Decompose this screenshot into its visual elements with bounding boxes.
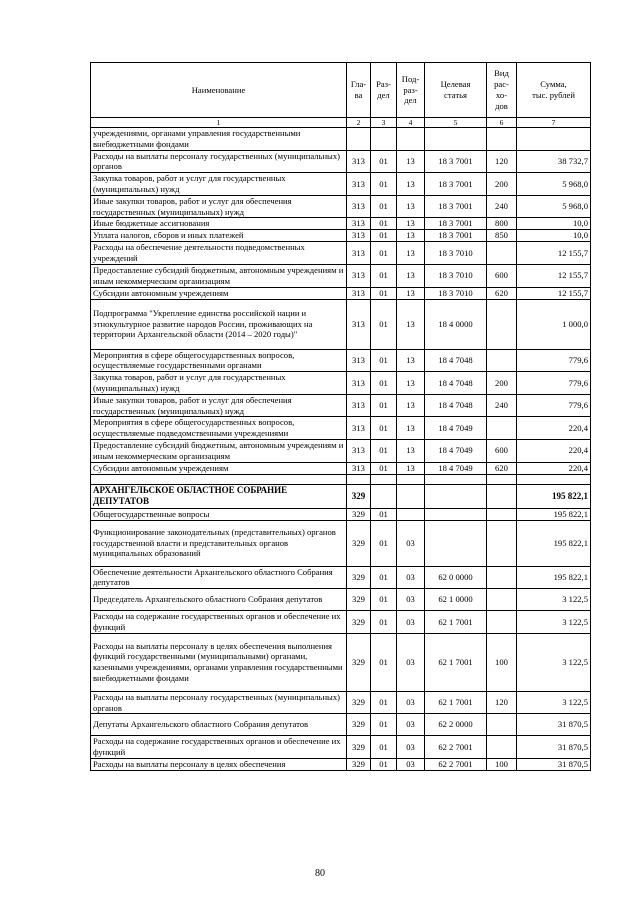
- row-subsection-cell: [397, 474, 425, 484]
- row-expense-type-cell: 100: [487, 633, 517, 691]
- row-target-cell: 18 4 7049: [425, 417, 487, 440]
- table-row: [91, 264, 591, 287]
- table-row: [91, 484, 591, 508]
- row-name-cell: Субсидии автономным учреждениям: [91, 462, 347, 474]
- row-name-cell: Расходы на выплаты персоналу государственных (муниципальных) органов: [91, 691, 347, 714]
- table-row: [91, 736, 591, 759]
- row-subsection-cell: 03: [397, 714, 425, 736]
- row-sum-cell: 3 122,5: [517, 589, 591, 611]
- row-subsection-cell: 13: [397, 287, 425, 299]
- row-target-cell: 62 1 7001: [425, 633, 487, 691]
- row-chapter-cell: 329: [347, 611, 371, 634]
- column-number-row: [91, 118, 591, 128]
- row-sum-cell: 3 122,5: [517, 633, 591, 691]
- row-expense-type-cell: [487, 128, 517, 151]
- row-sum-cell: 12 155,7: [517, 242, 591, 265]
- row-sum-cell: 5 968,0: [517, 195, 591, 218]
- row-section-cell: 01: [371, 394, 397, 417]
- row-subsection-cell: [397, 484, 425, 508]
- row-name-cell: Расходы на выплаты персоналу государственных (муниципальных) органов: [91, 150, 347, 173]
- row-expense-type-cell: 600: [487, 264, 517, 287]
- row-expense-type-cell: 800: [487, 218, 517, 230]
- row-sum-cell: 779,6: [517, 349, 591, 372]
- column-number: 6: [487, 118, 517, 128]
- row-target-cell: 18 3 7001: [425, 173, 487, 196]
- row-subsection-cell: 13: [397, 264, 425, 287]
- row-name-cell: Председатель Архангельского областного Собрания депутатов: [91, 589, 347, 611]
- row-name-cell: Предоставление субсидий бюджетным, автономным учреждениям и иным некоммерческим организациям: [91, 439, 347, 462]
- row-expense-type-cell: [487, 736, 517, 759]
- table-row: [91, 287, 591, 299]
- row-chapter-cell: 313: [347, 195, 371, 218]
- row-subsection-cell: 03: [397, 611, 425, 634]
- row-sum-cell: 779,6: [517, 372, 591, 395]
- row-name-cell: Расходы на обеспечение деятельности подведомственных учреждений: [91, 242, 347, 265]
- row-subsection-cell: 03: [397, 589, 425, 611]
- row-section-cell: 01: [371, 758, 397, 770]
- row-name-cell: Обеспечение деятельности Архангельского областного Собрания депутатов: [91, 566, 347, 589]
- table-row: [91, 714, 591, 736]
- table-row: [91, 566, 591, 589]
- row-subsection-cell: 03: [397, 566, 425, 589]
- row-section-cell: 01: [371, 230, 397, 242]
- row-target-cell: 62 0 0000: [425, 566, 487, 589]
- row-name-cell: Подпрограмма "Укрепление единства российской нации и этнокультурное развитие народов России, проживающих на территории Архангельской области (2014 – 2020 годы)": [91, 299, 347, 349]
- row-section-cell: 01: [371, 589, 397, 611]
- row-chapter-cell: 329: [347, 691, 371, 714]
- column-number: 5: [425, 118, 487, 128]
- row-subsection-cell: 13: [397, 195, 425, 218]
- row-subsection-cell: 13: [397, 173, 425, 196]
- row-section-cell: 01: [371, 372, 397, 395]
- row-expense-type-cell: 600: [487, 439, 517, 462]
- page-number: 80: [315, 868, 325, 879]
- row-chapter-cell: 329: [347, 633, 371, 691]
- table-row: [91, 230, 591, 242]
- row-expense-type-cell: 120: [487, 150, 517, 173]
- row-section-cell: 01: [371, 173, 397, 196]
- row-expense-type-cell: 240: [487, 394, 517, 417]
- row-chapter-cell: 329: [347, 589, 371, 611]
- row-sum-cell: 10,0: [517, 230, 591, 242]
- table-row: [91, 462, 591, 474]
- row-name-cell: учреждениями, органами управления государственными внебюджетными фондами: [91, 128, 347, 151]
- row-subsection-cell: 13: [397, 150, 425, 173]
- table-row: [91, 349, 591, 372]
- row-target-cell: 18 3 7001: [425, 230, 487, 242]
- row-sum-cell: 12 155,7: [517, 264, 591, 287]
- row-sum-cell: 195 822,1: [517, 566, 591, 589]
- row-name-cell: Мероприятия в сфере общегосударственных вопросов, осуществляемые подведомственными учреждениями: [91, 417, 347, 440]
- table-body: [91, 128, 591, 771]
- row-sum-cell: 5 968,0: [517, 173, 591, 196]
- table-row: [91, 474, 591, 484]
- row-subsection-cell: 13: [397, 242, 425, 265]
- row-target-cell: 62 2 7001: [425, 736, 487, 759]
- row-target-cell: [425, 520, 487, 566]
- table-row: [91, 150, 591, 173]
- column-number: 7: [517, 118, 591, 128]
- row-expense-type-cell: [487, 566, 517, 589]
- table-row: [91, 394, 591, 417]
- row-target-cell: [425, 484, 487, 508]
- row-target-cell: 18 3 7010: [425, 242, 487, 265]
- row-sum-cell: 220,4: [517, 439, 591, 462]
- row-section-cell: 01: [371, 566, 397, 589]
- row-section-cell: 01: [371, 508, 397, 520]
- table-row: [91, 128, 591, 151]
- row-target-cell: 18 3 7001: [425, 150, 487, 173]
- row-target-cell: 18 4 7049: [425, 462, 487, 474]
- row-expense-type-cell: 620: [487, 287, 517, 299]
- row-target-cell: 18 3 7001: [425, 218, 487, 230]
- row-chapter-cell: 329: [347, 484, 371, 508]
- table-row: [91, 299, 591, 349]
- row-expense-type-cell: [487, 611, 517, 634]
- row-section-cell: 01: [371, 633, 397, 691]
- row-section-cell: [371, 484, 397, 508]
- row-subsection-cell: 13: [397, 218, 425, 230]
- row-chapter-cell: 313: [347, 417, 371, 440]
- row-name-cell: Депутаты Архангельского областного Собрания депутатов: [91, 714, 347, 736]
- row-name-cell: Уплата налогов, сборов и иных платежей: [91, 230, 347, 242]
- row-chapter-cell: 313: [347, 462, 371, 474]
- row-name-cell: Расходы на содержание государственных органов и обеспечение их функций: [91, 611, 347, 634]
- row-chapter-cell: 329: [347, 758, 371, 770]
- row-section-cell: 01: [371, 439, 397, 462]
- row-section-cell: [371, 128, 397, 151]
- row-chapter-cell: [347, 128, 371, 151]
- table-row: [91, 633, 591, 691]
- row-expense-type-cell: 240: [487, 195, 517, 218]
- row-subsection-cell: 03: [397, 758, 425, 770]
- row-subsection-cell: [397, 128, 425, 151]
- row-subsection-cell: 03: [397, 520, 425, 566]
- row-subsection-cell: 03: [397, 736, 425, 759]
- table-row: [91, 589, 591, 611]
- row-name-cell: АРХАНГЕЛЬСКОЕ ОБЛАСТНОЕ СОБРАНИЕ ДЕПУТАТОВ: [91, 484, 347, 508]
- row-sum-cell: 31 870,5: [517, 758, 591, 770]
- row-section-cell: 01: [371, 462, 397, 474]
- row-expense-type-cell: [487, 508, 517, 520]
- row-target-cell: 62 2 7001: [425, 758, 487, 770]
- row-name-cell: Иные закупки товаров, работ и услуг для обеспечения государственных (муниципальных) нужд: [91, 394, 347, 417]
- budget-table: [90, 62, 591, 771]
- row-section-cell: 01: [371, 714, 397, 736]
- row-name-cell: Субсидии автономным учреждениям: [91, 287, 347, 299]
- row-expense-type-cell: [487, 474, 517, 484]
- row-target-cell: [425, 508, 487, 520]
- row-target-cell: [425, 128, 487, 151]
- row-expense-type-cell: [487, 242, 517, 265]
- row-chapter-cell: 313: [347, 299, 371, 349]
- row-name-cell: Общегосударственные вопросы: [91, 508, 347, 520]
- row-expense-type-cell: 850: [487, 230, 517, 242]
- table-row: [91, 520, 591, 566]
- table-row: [91, 218, 591, 230]
- row-expense-type-cell: 200: [487, 173, 517, 196]
- row-section-cell: 01: [371, 218, 397, 230]
- table-row: [91, 417, 591, 440]
- row-subsection-cell: 03: [397, 691, 425, 714]
- row-sum-cell: [517, 128, 591, 151]
- row-section-cell: 01: [371, 287, 397, 299]
- row-subsection-cell: 13: [397, 417, 425, 440]
- row-expense-type-cell: [487, 589, 517, 611]
- document-page: [90, 62, 590, 771]
- row-expense-type-cell: [487, 520, 517, 566]
- row-target-cell: 62 1 0000: [425, 589, 487, 611]
- row-subsection-cell: 13: [397, 394, 425, 417]
- row-section-cell: 01: [371, 417, 397, 440]
- row-sum-cell: 31 870,5: [517, 736, 591, 759]
- row-subsection-cell: 13: [397, 299, 425, 349]
- row-sum-cell: [517, 474, 591, 484]
- table-row: [91, 691, 591, 714]
- row-name-cell: Иные бюджетные ассигнования: [91, 218, 347, 230]
- row-expense-type-cell: 120: [487, 691, 517, 714]
- row-chapter-cell: 313: [347, 230, 371, 242]
- row-sum-cell: 12 155,7: [517, 287, 591, 299]
- row-subsection-cell: 13: [397, 439, 425, 462]
- column-number: 4: [397, 118, 425, 128]
- row-expense-type-cell: 200: [487, 372, 517, 395]
- row-subsection-cell: [397, 508, 425, 520]
- row-chapter-cell: 329: [347, 520, 371, 566]
- header-row: [91, 63, 591, 118]
- row-chapter-cell: 329: [347, 714, 371, 736]
- row-chapter-cell: 313: [347, 218, 371, 230]
- row-target-cell: 18 4 7048: [425, 394, 487, 417]
- row-sum-cell: 779,6: [517, 394, 591, 417]
- table-row: [91, 372, 591, 395]
- row-section-cell: 01: [371, 150, 397, 173]
- row-target-cell: 18 3 7010: [425, 264, 487, 287]
- row-chapter-cell: 329: [347, 508, 371, 520]
- row-chapter-cell: 313: [347, 372, 371, 395]
- row-name-cell: Закупка товаров, работ и услуг для государственных (муниципальных) нужд: [91, 372, 347, 395]
- row-name-cell: Мероприятия в сфере общегосударственных вопросов, осуществляемые государственными органами: [91, 349, 347, 372]
- row-sum-cell: 31 870,5: [517, 714, 591, 736]
- header-section: Раз- дел: [371, 63, 397, 118]
- row-target-cell: 18 3 7010: [425, 287, 487, 299]
- row-sum-cell: 3 122,5: [517, 611, 591, 634]
- row-chapter-cell: 313: [347, 150, 371, 173]
- row-sum-cell: 220,4: [517, 462, 591, 474]
- row-section-cell: 01: [371, 736, 397, 759]
- row-section-cell: 01: [371, 264, 397, 287]
- table-row: [91, 195, 591, 218]
- row-section-cell: 01: [371, 242, 397, 265]
- row-name-cell: Предоставление субсидий бюджетным, автономным учреждениям и иным некоммерческим организациям: [91, 264, 347, 287]
- table-row: [91, 611, 591, 634]
- row-target-cell: 18 3 7001: [425, 195, 487, 218]
- column-number: 3: [371, 118, 397, 128]
- table-row: [91, 758, 591, 770]
- row-chapter-cell: 313: [347, 173, 371, 196]
- row-sum-cell: 220,4: [517, 417, 591, 440]
- row-sum-cell: 195 822,1: [517, 520, 591, 566]
- row-name-cell: Функционирование законодательных (представительных) органов государственной власти и представительных органов муниципальных образований: [91, 520, 347, 566]
- row-expense-type-cell: 620: [487, 462, 517, 474]
- row-target-cell: 18 4 7049: [425, 439, 487, 462]
- row-expense-type-cell: [487, 417, 517, 440]
- row-subsection-cell: 13: [397, 230, 425, 242]
- row-sum-cell: 10,0: [517, 218, 591, 230]
- row-expense-type-cell: [487, 714, 517, 736]
- row-section-cell: [371, 474, 397, 484]
- row-section-cell: 01: [371, 520, 397, 566]
- row-name-cell: Расходы на выплаты персоналу в целях обеспечения: [91, 758, 347, 770]
- row-chapter-cell: 313: [347, 349, 371, 372]
- row-sum-cell: 195 822,1: [517, 508, 591, 520]
- row-name-cell: Расходы на выплаты персоналу в целях обеспечения выполнения функций государственными (муниципальными) органами, казенными учреждениями, органами управления государственными внебюджетными фондами: [91, 633, 347, 691]
- header-sum: Сумма, тыс. рублей: [517, 63, 591, 118]
- row-chapter-cell: 313: [347, 264, 371, 287]
- row-section-cell: 01: [371, 299, 397, 349]
- header-expense-type: Вид рас- хо- дов: [487, 63, 517, 118]
- row-subsection-cell: 13: [397, 372, 425, 395]
- row-target-cell: 18 4 0000: [425, 299, 487, 349]
- header-chapter: Гла- ва: [347, 63, 371, 118]
- row-chapter-cell: 313: [347, 439, 371, 462]
- row-section-cell: 01: [371, 611, 397, 634]
- table-row: [91, 439, 591, 462]
- row-target-cell: 62 1 7001: [425, 611, 487, 634]
- row-subsection-cell: 13: [397, 462, 425, 474]
- row-sum-cell: 3 122,5: [517, 691, 591, 714]
- row-sum-cell: 38 732,7: [517, 150, 591, 173]
- row-chapter-cell: 313: [347, 394, 371, 417]
- row-target-cell: 62 1 7001: [425, 691, 487, 714]
- row-expense-type-cell: [487, 299, 517, 349]
- row-sum-cell: 1 000,0: [517, 299, 591, 349]
- row-expense-type-cell: [487, 484, 517, 508]
- row-target-cell: 18 4 7048: [425, 349, 487, 372]
- column-number: 2: [347, 118, 371, 128]
- row-name-cell: [91, 474, 347, 484]
- row-section-cell: 01: [371, 195, 397, 218]
- table-row: [91, 242, 591, 265]
- row-section-cell: 01: [371, 691, 397, 714]
- row-subsection-cell: 13: [397, 349, 425, 372]
- row-expense-type-cell: [487, 349, 517, 372]
- row-chapter-cell: 313: [347, 287, 371, 299]
- row-target-cell: 18 4 7048: [425, 372, 487, 395]
- row-section-cell: 01: [371, 349, 397, 372]
- header-subsection: Под- раз- дел: [397, 63, 425, 118]
- row-target-cell: 62 2 0000: [425, 714, 487, 736]
- row-chapter-cell: 329: [347, 566, 371, 589]
- row-chapter-cell: 313: [347, 242, 371, 265]
- row-target-cell: [425, 474, 487, 484]
- row-name-cell: Закупка товаров, работ и услуг для государственных (муниципальных) нужд: [91, 173, 347, 196]
- table-row: [91, 508, 591, 520]
- row-subsection-cell: 03: [397, 633, 425, 691]
- header-target-article: Целевая статья: [425, 63, 487, 118]
- row-chapter-cell: [347, 474, 371, 484]
- row-name-cell: Иные закупки товаров, работ и услуг для обеспечения государственных (муниципальных) нужд: [91, 195, 347, 218]
- row-name-cell: Расходы на содержание государственных органов и обеспечение их функций: [91, 736, 347, 759]
- row-expense-type-cell: 100: [487, 758, 517, 770]
- header-name: Наименование: [91, 63, 347, 118]
- table-row: [91, 173, 591, 196]
- row-chapter-cell: 329: [347, 736, 371, 759]
- column-number: 1: [91, 118, 347, 128]
- row-sum-cell: 195 822,1: [517, 484, 591, 508]
